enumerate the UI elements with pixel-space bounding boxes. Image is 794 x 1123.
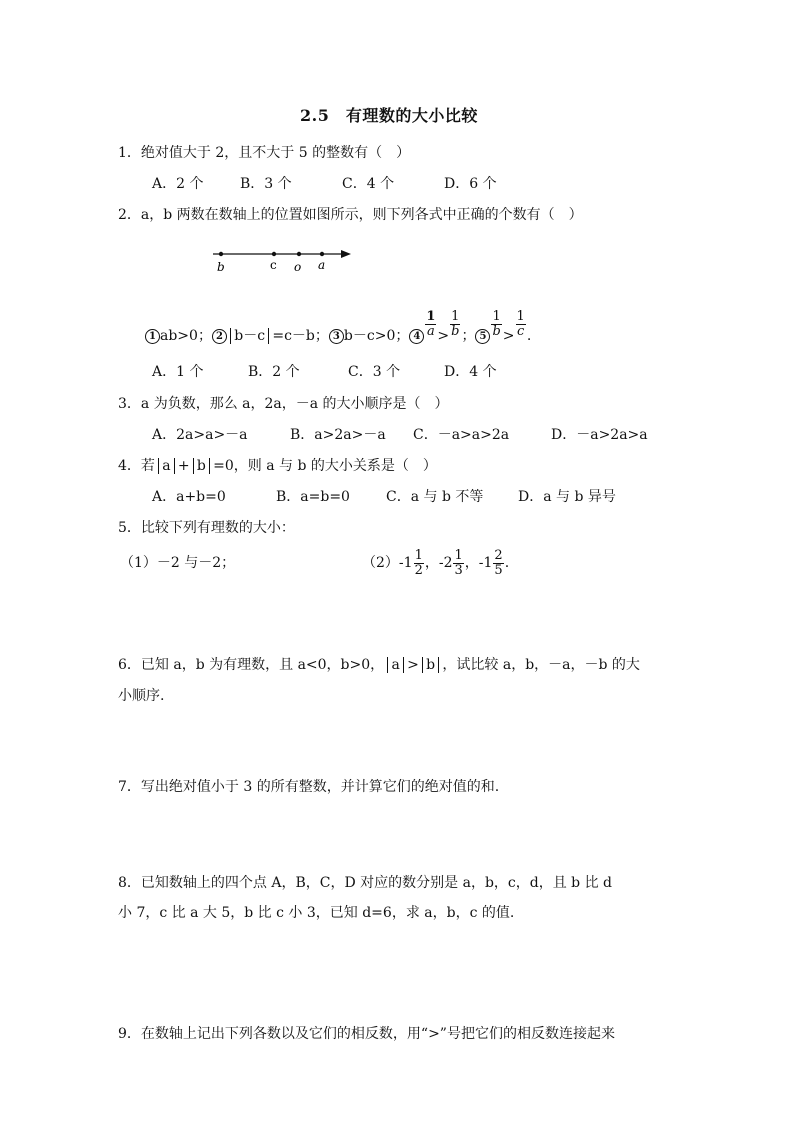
question-4-stem [118, 456, 437, 476]
question-2-option-c: C．3 个 [348, 364, 401, 380]
mixed-2-frac: $\frac{1}{3}$ [454, 547, 463, 578]
point-o [297, 252, 301, 256]
question-2-option-a: A．1 个 [152, 364, 204, 380]
statement-3: b－c>0； [343, 328, 410, 344]
question-1-option-c: C．4 个 [342, 176, 395, 192]
page-title: 2.5 有理数的大小比较 [300, 106, 478, 125]
question-4-option-a: A．a+b=0 [152, 489, 226, 505]
statement-3-marker: 3 [329, 329, 344, 344]
question-7-stem: 7．写出绝对值小于 3 的所有整数，并计算它们的绝对值的和. [118, 779, 500, 795]
question-6-line-1-post: ，试比较 a，b，－a，－b 的大 [442, 657, 640, 673]
statement-4-frac-right: $\frac{1}{b}$ [451, 308, 460, 339]
statement-4-marker: 4 [409, 329, 424, 344]
question-4-stem-pre: 4．若 [118, 458, 155, 474]
statement-5-frac-right: $\frac{1}{c}$ [516, 308, 525, 339]
abs-bar-right [268, 328, 269, 344]
question-3-option-d: D．－a>2a>a [551, 427, 648, 443]
question-6-var-a: a [391, 657, 400, 673]
question-6-line-1-pre: 6．已知 a，b 为有理数，且 a<0，b>0， [118, 657, 385, 673]
statement-5-end: . [526, 328, 532, 344]
statement-5-frac-left: $\frac{1}{b}$ [492, 308, 501, 339]
mixed-3-whole: -1 [478, 555, 493, 571]
question-2-stem: 2．a，b 两数在数轴上的位置如图所示，则下列各式中正确的个数有（ ） [118, 207, 583, 223]
number-line-arrow [341, 250, 351, 258]
question-4-stem-post: =0，则 a 与 b 的大小关系是（ ） [213, 458, 437, 474]
number-line [205, 244, 355, 274]
mixed-1-frac: $\frac{1}{2}$ [414, 547, 423, 578]
question-2-statements [145, 308, 532, 356]
question-3-option-c: C．－a>a>2a [413, 427, 510, 443]
question-6-var-b: b [426, 657, 436, 673]
mixed-2-whole: -2 [438, 555, 453, 571]
statement-2-rest: =c－b； [272, 328, 329, 344]
question-6-gt: > [407, 657, 419, 673]
statement-4-sep: ； [461, 328, 476, 344]
statement-1: ab>0； [160, 328, 212, 344]
question-4-var-a: a [162, 458, 171, 474]
statement-2-inner: b－c [234, 328, 266, 344]
question-8-line-1: 8．已知数轴上的四个点 A，B，C，D 对应的数分别是 a，b，c，d，且 b 比 d [118, 875, 612, 891]
question-4-option-b: B．a=b=0 [276, 489, 350, 505]
question-6-line-2: 小顺序. [118, 688, 165, 704]
question-2-option-d: D．4 个 [444, 364, 497, 380]
question-1-stem: 1．绝对值大于 2，且不大于 5 的整数有（ ） [118, 145, 411, 161]
point-b [219, 252, 223, 256]
question-2-option-b: B．2 个 [248, 364, 300, 380]
label-b: b [217, 260, 225, 274]
label-o: o [294, 260, 302, 274]
question-6-line-1 [118, 655, 640, 675]
question-5-part-1: （1）－2 与－2； [120, 555, 236, 571]
question-5-stem: 5．比较下列有理数的大小： [118, 520, 295, 536]
question-8-line-2: 小 7，c 比 a 大 5，b 比 c 小 3，已知 d=6，求 a，b，c 的值. [118, 905, 515, 921]
question-9-stem: 9．在数轴上记出下列各数以及它们的相反数，用“>”号把它们的相反数连接起来 [118, 1026, 615, 1042]
question-1-option-a: A．2 个 [152, 176, 204, 192]
statement-1-marker: 1 [145, 329, 160, 344]
point-a [320, 252, 324, 256]
question-1-option-b: B．3 个 [240, 176, 292, 192]
mixed-3-frac: $\frac{2}{5}$ [494, 547, 503, 578]
statement-4-frac-left: $\frac{1}{a}$ [426, 308, 436, 339]
mixed-1-whole: -1 [398, 555, 413, 571]
label-a: a [318, 258, 326, 272]
point-c [272, 252, 276, 256]
question-4-var-b: b [196, 458, 206, 474]
question-4-option-d: D．a 与 b 异号 [518, 489, 616, 505]
statement-2-marker: 2 [212, 329, 227, 344]
question-5-part-2-label: （2） [362, 555, 399, 571]
question-4-option-c: C．a 与 b 不等 [386, 489, 484, 505]
question-1-option-d: D．6 个 [444, 176, 497, 192]
question-3-option-a: A．2a>a>－a [152, 427, 248, 443]
question-3-option-b: B．a>2a>－a [290, 427, 386, 443]
abs-bar-left [230, 328, 231, 344]
question-3-stem: 3．a 为负数，那么 a，2a，－a 的大小顺序是（ ） [118, 396, 449, 412]
statement-4-op: > [437, 328, 450, 344]
label-c: c [270, 258, 277, 272]
statement-5-marker: 5 [475, 329, 490, 344]
question-4-plus: + [177, 458, 190, 474]
question-5-part-2: （2）-1 $\frac{1}{2}$ ，-2 $\frac{1}{3}$ ，-1 $\frac{2}{5}$ . [362, 547, 510, 578]
statement-5-op: > [502, 328, 515, 344]
